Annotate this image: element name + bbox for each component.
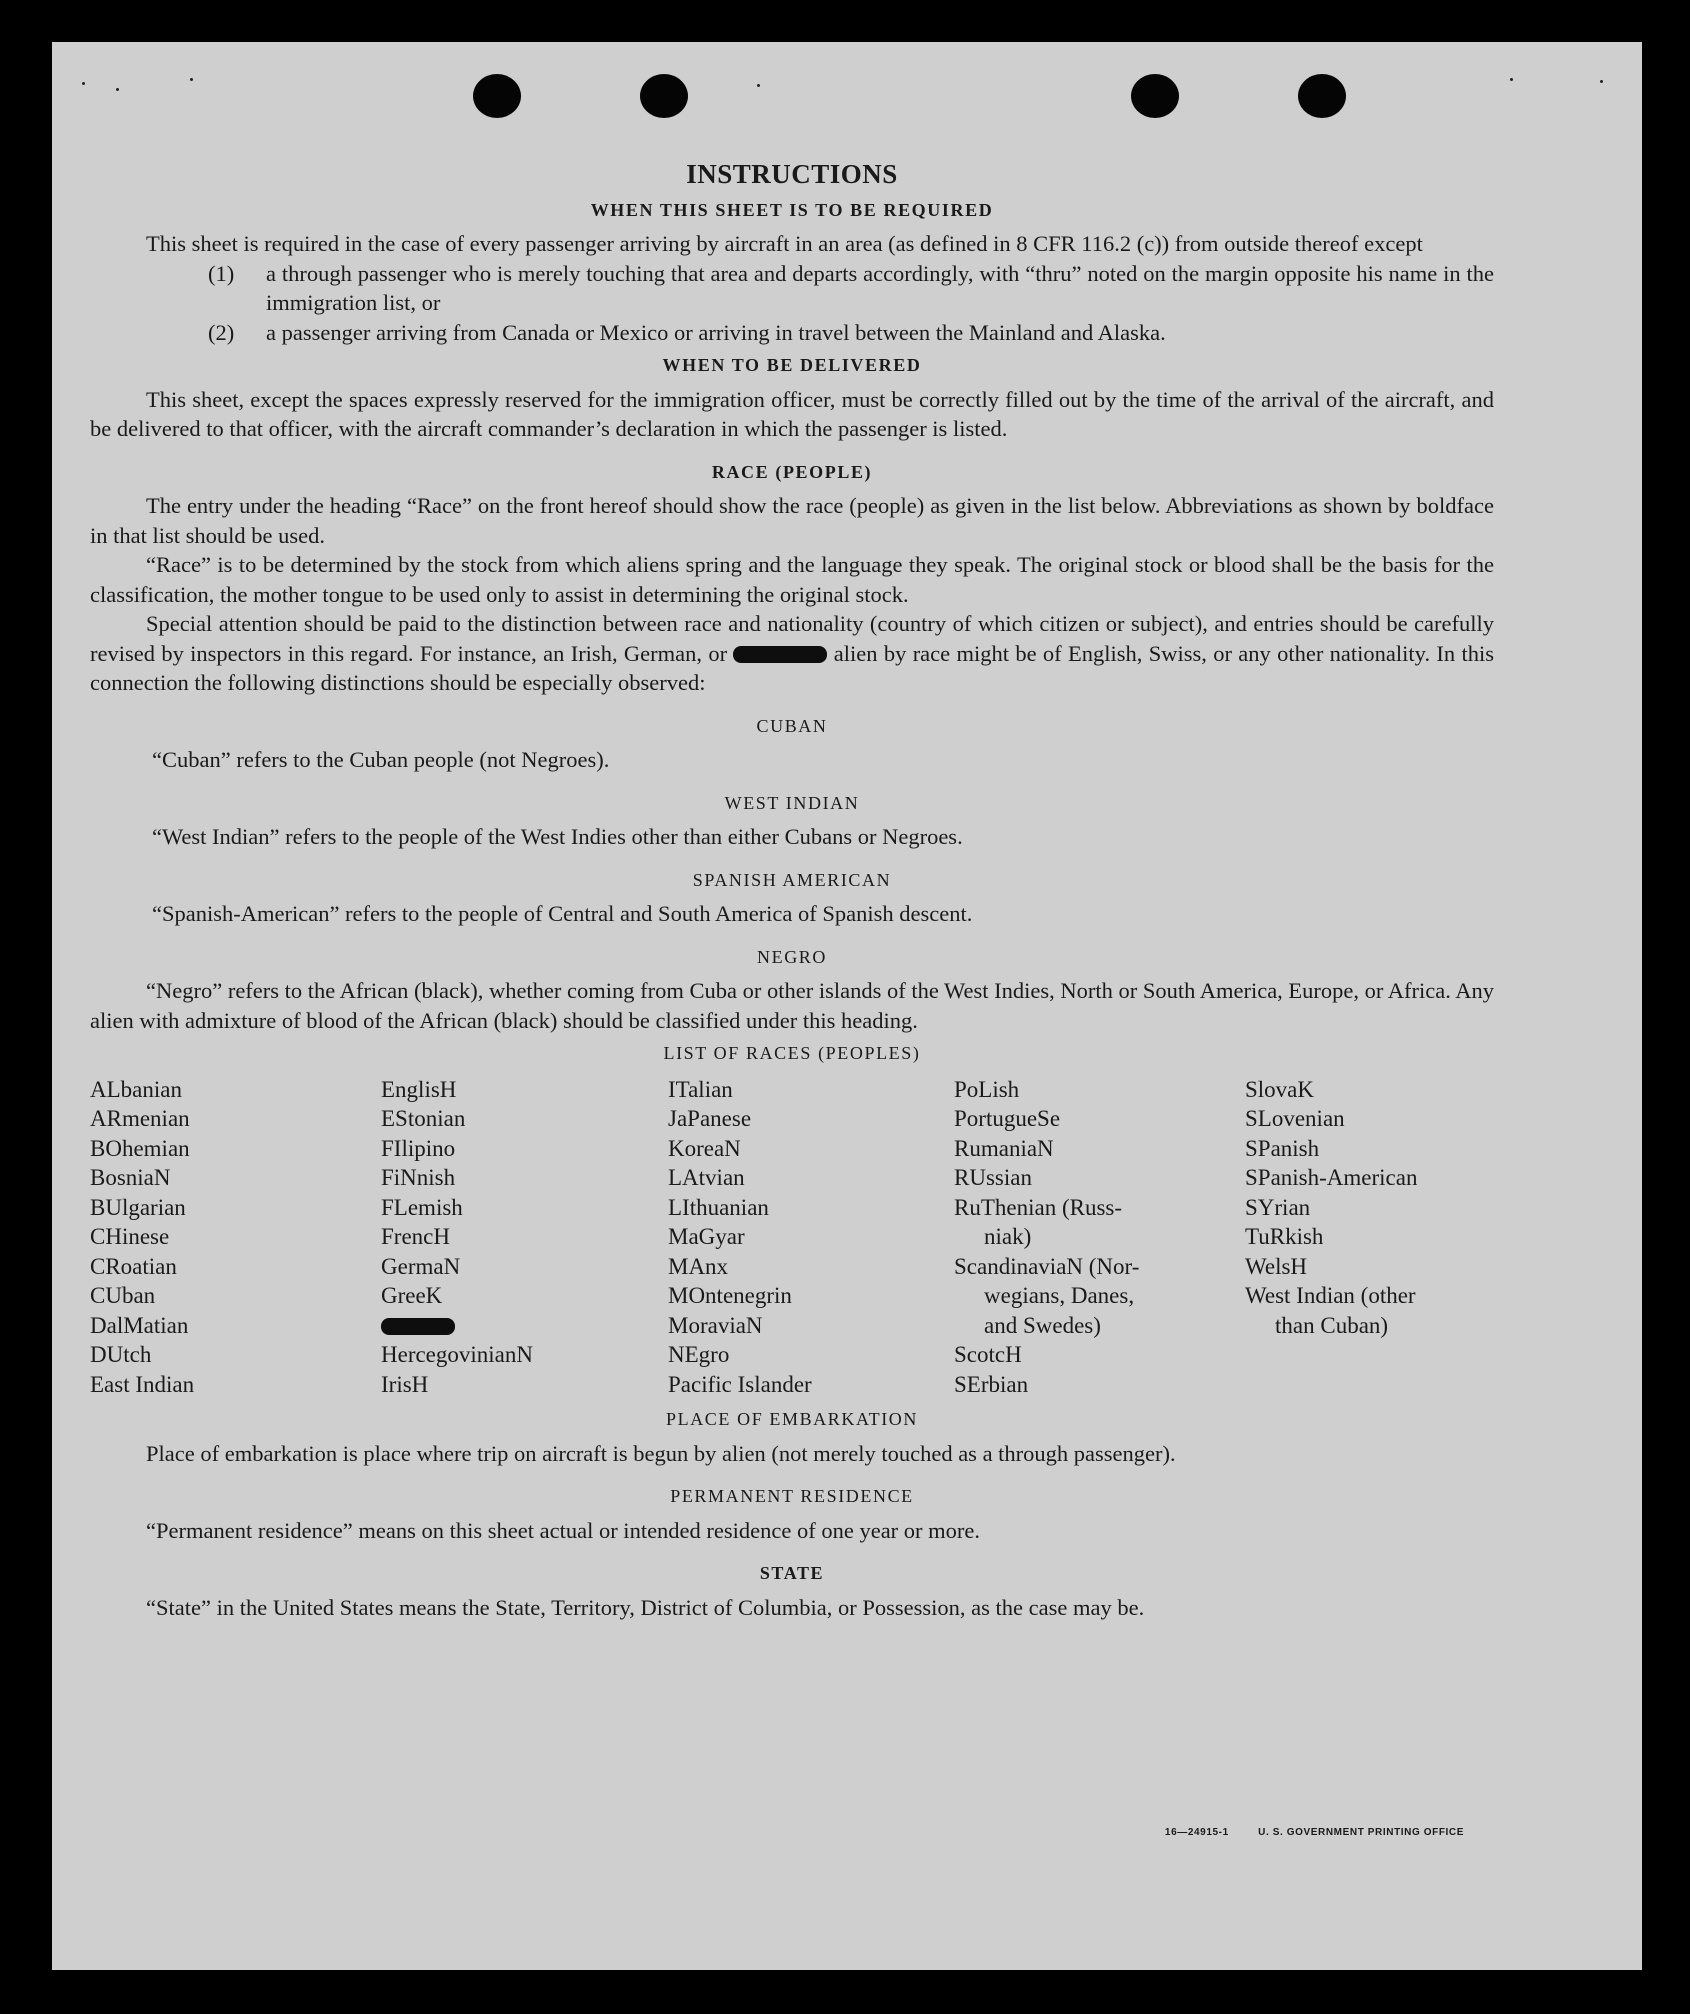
race-entry-redacted	[381, 1311, 668, 1341]
heading-when-required: WHEN THIS SHEET IS TO BE REQUIRED	[590, 199, 994, 220]
race-entry: SlovaK	[1245, 1076, 1314, 1102]
race-entry: MaGyar	[668, 1224, 745, 1249]
page-title: INSTRUCTIONS	[686, 159, 898, 189]
heading-negro: NEGRO	[757, 946, 827, 967]
race-entry: SPanish	[1245, 1135, 1320, 1161]
race-entry: TuRkish	[1245, 1224, 1324, 1249]
race-entry: ALbanian	[90, 1076, 182, 1102]
race-entry-continued: niak)	[984, 1224, 1032, 1249]
races-list	[90, 1075, 1494, 1400]
redaction-mark	[733, 646, 827, 663]
race-entry-continued: wegians, Danes,	[984, 1283, 1135, 1308]
item-number: (1)	[208, 260, 235, 286]
race-entry: FLemish	[381, 1194, 463, 1220]
race-entry: BOhemian	[90, 1135, 190, 1161]
race-entry: HercegovinianN	[381, 1342, 533, 1367]
race-entry: MOntenegrin	[668, 1283, 792, 1308]
race-entry: ScandinaviaN (Nor-	[954, 1253, 1140, 1279]
race-entry: DUtch	[90, 1342, 152, 1367]
heading-races-list: LIST OF RACES (PEOPLES)	[663, 1043, 921, 1063]
form-sheet	[52, 42, 1642, 1970]
state-text: “State” in the United States means the State, Territory, District of Columbia, or Possession, as the case may be.	[146, 1594, 1145, 1620]
race-entry: FiNnish	[381, 1165, 456, 1190]
race-entry: FrencH	[381, 1224, 450, 1249]
races-column	[381, 1075, 668, 1400]
race-entry: East Indian	[90, 1371, 195, 1397]
heading-permanent-residence: PERMANENT RESIDENCE	[670, 1486, 914, 1506]
dust-speck	[757, 84, 760, 87]
punch-hole	[1298, 74, 1346, 118]
race-entry-continued: than Cuban)	[1275, 1312, 1389, 1338]
form-code: 16—24915-1	[1164, 1827, 1229, 1838]
race-entry: Pacific Islander	[668, 1371, 812, 1397]
race-entry: ScotcH	[954, 1342, 1022, 1367]
race-entry: RUssian	[954, 1165, 1032, 1190]
race-entry: CUban	[90, 1283, 156, 1308]
heading-when-delivered: WHEN TO BE DELIVERED	[662, 355, 922, 375]
heading-spanish-american: SPANISH AMERICAN	[692, 869, 892, 890]
dust-speck	[1600, 80, 1603, 83]
race-entry: GreeK	[381, 1283, 443, 1308]
race-entry: WelsH	[1245, 1253, 1308, 1279]
cuban-definition: “Cuban” refers to the Cuban people (not Negroes).	[152, 747, 610, 772]
heading-cuban: CUBAN	[756, 715, 828, 736]
race-entry: BUlgarian	[90, 1194, 186, 1220]
race-entry: SYrian	[1245, 1194, 1311, 1220]
heading-west-indian: WEST INDIAN	[724, 792, 860, 813]
when-delivered-text: This sheet, except the spaces expressly reserved for the immigration officer, must be correctly filled out by the time of the arrival of the aircraft, and be delivered to that officer, with the aircraft commander’s declaration in which the passenger is listed.	[90, 386, 1494, 441]
race-entry: SPanish-American	[1245, 1165, 1418, 1190]
permanent-residence-text: “Permanent residence” means on this sheet actual or intended residence of one year or more.	[146, 1517, 981, 1543]
heading-state: STATE	[759, 1563, 825, 1583]
race-entry: MoraviaN	[668, 1312, 763, 1338]
punch-hole	[640, 74, 688, 118]
race-entry: SLovenian	[1245, 1106, 1345, 1131]
redaction-mark	[381, 1318, 455, 1335]
embarkation-text: Place of embarkation is place where trip on aircraft is begun by alien (not merely touched as a through passenger).	[146, 1440, 1176, 1466]
item-text: a through passenger who is merely touching that area and departs accordingly, with “thru” noted on the margin opposite his name in the immigration list, or	[266, 260, 1494, 315]
race-paragraph-3-end: alien by race might be of English, Swiss, or any other nationality. In this connection the following distinctions should be especially observed:	[90, 640, 1495, 695]
race-entry: RumaniaN	[954, 1135, 1054, 1161]
race-entry: LIthuanian	[668, 1194, 769, 1220]
race-entry: PoLish	[954, 1076, 1020, 1102]
dust-speck	[116, 88, 119, 91]
race-entry: CRoatian	[90, 1253, 177, 1279]
race-paragraph-3-start: Special attention should be paid to the distinction between race and nationality (country of which citizen or subject), and entries should be carefully revised by inspectors in this regard. For instance, an Irish, German, or	[90, 611, 1494, 666]
race-entry: IrisH	[381, 1371, 429, 1397]
races-column	[1245, 1075, 1494, 1400]
item-number: (2)	[208, 319, 235, 345]
race-entry: DalMatian	[90, 1312, 189, 1338]
race-entry: West Indian (other	[1245, 1283, 1416, 1308]
race-paragraph-3	[90, 609, 1494, 698]
race-entry: ARmenian	[90, 1106, 190, 1131]
printer-imprint	[1165, 1827, 1464, 1838]
race-entry: LAtvian	[668, 1165, 745, 1190]
race-entry: RuThenian (Russ-	[954, 1194, 1123, 1220]
race-entry: CHinese	[90, 1224, 170, 1249]
race-entry: BosniaN	[90, 1165, 171, 1190]
race-paragraph-2: “Race” is to be determined by the stock from which aliens spring and the language they speak. The original stock or blood shall be the basis for the classification, the mother tongue to be used only to assist in determining the original stock.	[90, 552, 1494, 607]
heading-embarkation: PLACE OF EMBARKATION	[665, 1409, 919, 1429]
race-entry: NEgro	[668, 1342, 730, 1367]
races-column	[90, 1075, 381, 1400]
spanish-american-definition: “Spanish-American” refers to the people of Central and South America of Spanish descent.	[152, 901, 973, 926]
race-paragraph-1: The entry under the heading “Race” on the front hereof should show the race (people) as given in the list below. Abbreviations as shown by boldface in that list should be used.	[90, 493, 1494, 548]
punch-hole	[473, 74, 521, 118]
race-entry-continued: and Swedes)	[984, 1312, 1101, 1338]
race-entry: KoreaN	[668, 1135, 741, 1161]
race-entry: ITalian	[668, 1076, 733, 1102]
race-entry: MAnx	[668, 1253, 729, 1279]
dust-speck	[1510, 78, 1513, 81]
dust-speck	[82, 82, 85, 85]
heading-race: RACE (PEOPLE)	[711, 461, 873, 482]
printer-name: U. S. GOVERNMENT PRINTING OFFICE	[1258, 1827, 1464, 1838]
negro-definition: “Negro” refers to the African (black), whether coming from Cuba or other islands of the West Indies, North or South America, Europe, or Africa. Any alien with admixture of blood of the African (black) should be classified under this heading.	[90, 978, 1495, 1033]
races-column	[954, 1075, 1245, 1400]
west-indian-definition: “West Indian” refers to the people of the West Indies other than either Cubans or Negroes.	[152, 824, 963, 849]
race-entry: GermaN	[381, 1253, 461, 1279]
race-entry: JaPanese	[668, 1106, 752, 1131]
races-column	[668, 1075, 954, 1400]
race-entry: PortugueSe	[954, 1106, 1061, 1131]
race-entry: SErbian	[954, 1371, 1029, 1397]
punch-hole	[1131, 74, 1179, 118]
instructions-content	[90, 160, 1494, 1622]
exception-item	[208, 318, 1494, 348]
race-entry: EStonian	[381, 1106, 466, 1131]
item-text: a passenger arriving from Canada or Mexico or arriving in travel between the Mainland and Alaska.	[266, 319, 1166, 345]
race-entry: FIlipino	[381, 1135, 456, 1161]
race-entry: EnglisH	[381, 1076, 457, 1102]
when-required-intro: This sheet is required in the case of every passenger arriving by aircraft in an area (as defined in 8 CFR 116.2 (c)) from outside thereof except	[146, 231, 1423, 256]
dust-speck	[190, 78, 193, 81]
exception-item	[208, 259, 1494, 318]
